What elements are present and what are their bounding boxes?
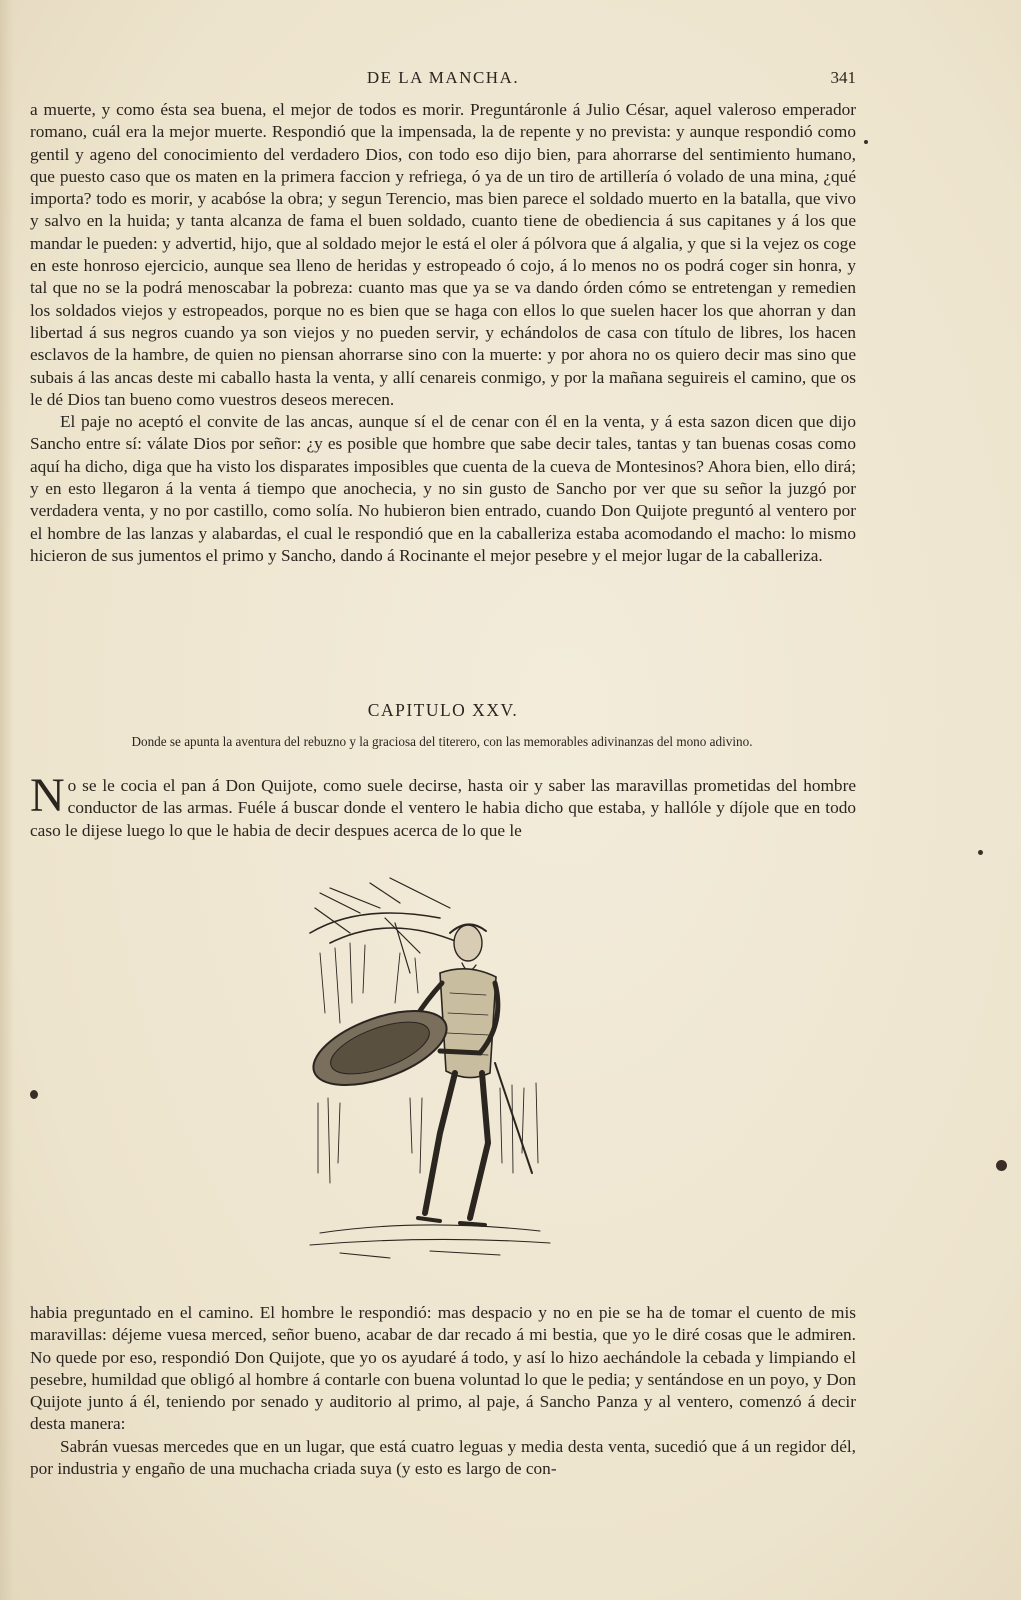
page-header xyxy=(30,66,856,92)
running-head: DE LA MANCHA. xyxy=(366,68,520,87)
chapter-opening xyxy=(30,769,856,842)
paragraph xyxy=(30,769,856,842)
paragraph: habia preguntado en el camino. El hombre le respondió: mas despacio y no en pie se ha de tomar el cuento de mis maravillas: déjeme vuesa merced, señor bueno, acabar de dar recado á mi bestia, que yo le diré cosas que le admiren. No quede por eso, respondió Don Quijote, que yo os ayudaré á todo, y así lo hizo aechándole la cebada y limpiando el pesebre, humildad que obligó al hombre á contarle con buena voluntad lo que le pedia; y sentándose en un poyo, y Don Quijote junto á él, teniendo por senado y auditorio al primo, al paje, á Sancho Panza y al ventero, comenzó á decir desta manera: xyxy=(30,1303,856,1434)
ink-speck xyxy=(30,1090,38,1099)
ink-speck xyxy=(864,140,868,144)
paragraph: a muerte, y como ésta sea buena, el mejor de todos es morir. Preguntáronle á Julio César, aquel valeroso emperador romano, cuál era la mejor muerte. Respondió que la impensada, la de repente y no prevista: y aunque respondió como gentil y ageno del conocimiento del verdadero Dios, con todo eso dijo bien, para ahorrarse del sentimiento humano, que puesto caso que os maten en la primera faccion y refriega, ó ya de un tiro de artillería ó volado de una mina, ¿qué importa? todo es morir, y acabóse la obra; y segun Terencio, mas bien parece el soldado muerto en la batalla, que vivo y salvo en la huida; y tanta alcanza de fama el buen soldado, cuanto tiene de obediencia á sus capitanes y á los que mandar le pueden: y advertid, hijo, que al soldado mejor le está el oler á pólvora que á algalia, y que si la vejez os coge en este honroso ejercicio, aunque sea lleno de heridas y estropeado ó cojo, á lo menos no os podrá coger sin honra, y tal que no se la podrá menoscabar la pobreza: cuanto mas que ya se va dando órden cómo se entretengan y remedien los soldados viejos y estropeados, porque no es bien que se haga con ellos lo que suelen hacer los que ahorran y dan libertad á sus negros cuando ya son viejos y no pueden servir, y echándolos de casa con título de libres, los hacen esclavos de la hambre, de quien no piensan ahorrarse sino con la muerte: y por ahora no os quiero decir mas sino que subais á las ancas deste mi caballo hasta la venta, y allí cenareis conmigo, y por la mañana seguireis el camino, que os le dé Dios tan bueno como vuestros deseos merecen. xyxy=(30,100,856,409)
drop-cap: N xyxy=(30,769,65,822)
chapter-title: CAPITULO XXV. xyxy=(367,700,519,720)
text-block-before-chapter xyxy=(30,99,856,567)
text-block-after-illustration xyxy=(30,1302,856,1480)
knight-engraving-illustration xyxy=(300,873,565,1281)
ink-speck xyxy=(996,1160,1007,1171)
paragraph: Sabrán vuesas mercedes que en un lugar, que está cuatro leguas y media desta venta, sucedió que á un regidor dél, por industria y engaño de una muchacha criada suya (y esto es largo de con- xyxy=(30,1436,856,1479)
chapter-subtitle: Donde se apunta la aventura del rebuzno y la graciosa del titerero, con las memorables adivinanzas del mono adivino. xyxy=(131,734,753,749)
page-edge-shadow xyxy=(0,0,14,1600)
paragraph: El paje no aceptó el convite de las ancas, aunque sí el de cenar con él en la venta, y á esta sazon dicen que dijo Sancho entre sí: válate Dios por señor: ¿y es posible que hombre que sabe decir tales, tantas y tan buenas cosas como aquí ha dicho, diga que ha visto los disparates imposibles que cuenta de la cueva de Montesinos? Ahora bien, ello dirá; y en esto llegaron á la venta á tiempo que anochecia, y no sin gusto de Sancho por ver que su señor la juzgó por verdadera venta, y no por castillo, como solía. No hubieron bien entrado, cuando Don Quijote preguntó al ventero por el hombre de las lanzas y alabardas, el cual le respondió que en la caballeriza estaba acomodando el macho: lo mismo hicieron de sus jumentos el primo y Sancho, dando á Rocinante el mejor pesebre y el mejor lugar de la caballeriza. xyxy=(30,412,856,565)
ink-speck xyxy=(978,850,983,855)
chapter-opening-text: o se le cocia el pan á Don Quijote, como suele decirse, hasta oir y saber las maravillas prometidas del hombre conductor de las armas. Fuéle á buscar donde el ventero le habia dicho que estaba, y hallóle y díjole que en todo caso le dijese luego lo que le habia de decir despues acerca de lo que le xyxy=(30,776,856,840)
page-number: 341 xyxy=(830,68,856,87)
